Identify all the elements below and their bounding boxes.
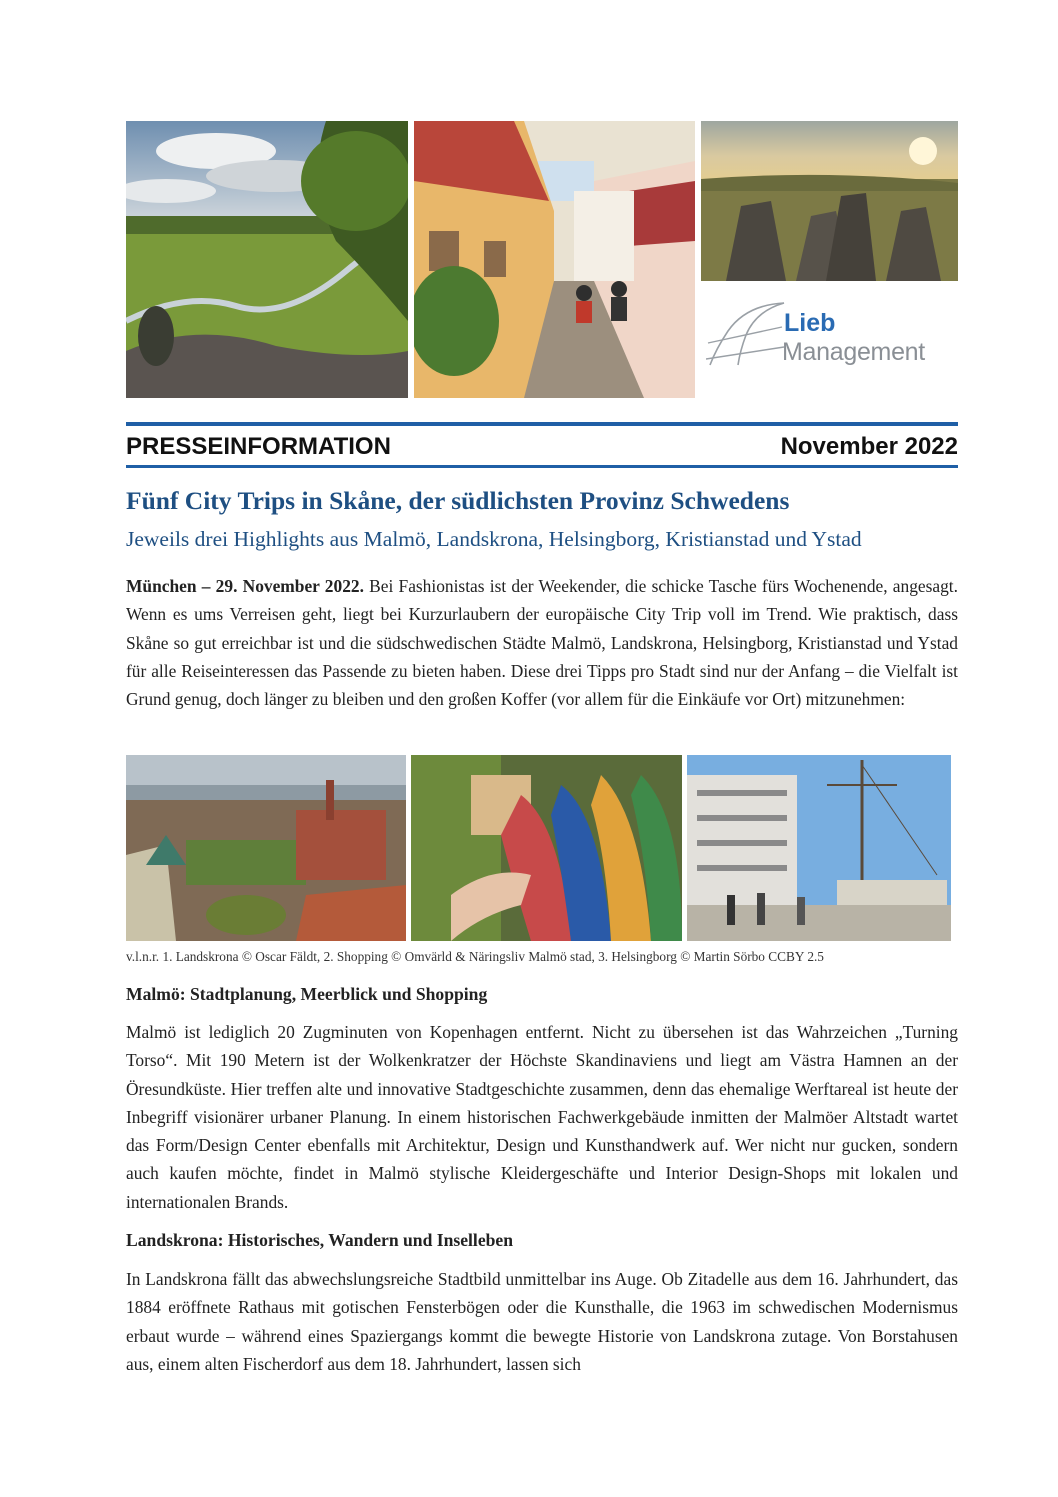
logo-word-management: Management (782, 338, 925, 366)
intro-dateline: München – 29. November 2022. (126, 576, 364, 596)
section-heading-malmoe: Malmö: Stadtplanung, Meerblick und Shopping (126, 984, 488, 1004)
photo-caption: v.l.n.r. 1. Landskrona © Oscar Fäldt, 2. Shopping © Omvärld & Näringsliv Malmö stad, 3. Helsingborg © Martin Sörbo CCBY 2.5 (126, 949, 824, 964)
section-text-malmoe: Malmö ist lediglich 20 Zugminuten von Kopenhagen entfernt. Nicht zu übersehen ist das Wahrzeichen „Turning Torso“. Mit 190 Metern ist der Wolkenkratzer der Höchste Skandinaviens und liegt am Västra Hamnen an der Öresundküste. Hier treffen alte und innovative Stadtgeschichte zusammen, denn das ehemalige Werftareal ist heute der Inbegriff visionärer urbaner Planung. In einem historischen Fachwerkgebäude inmitten der Malmöer Altstadt wartet das Form/Design Center ebenfalls mit Architektur, Design und Kunsthandwerk auf. Wer nicht nur gucken, sondern auch kaufen möchte, findet in Malmö stylische Kleidergeschäfte und Interior Design-Shops mit lokalen und internationalen Brands. (126, 1022, 958, 1212)
header-bottom-rule (126, 465, 958, 468)
section-heading-landskrona: Landskrona: Historisches, Wandern und Inselleben (126, 1230, 514, 1250)
press-label: PRESSEINFORMATION (126, 433, 391, 460)
press-date: November 2022 (780, 433, 958, 460)
article-title: Fünf City Trips in Skåne, der südlichsten Provinz Schwedens (126, 486, 790, 515)
helsingborg-harbour-photo (687, 755, 951, 941)
shopping-clothes-photo (411, 755, 682, 941)
section-text-landskrona: In Landskrona fällt das abwechslungsreiche Stadtbild unmittelbar ins Auge. Ob Zitadelle aus dem 16. Jahrhundert, das 1884 eröffnete Rathaus mit gotischen Fensterbögen oder die Kunsthalle, die 1963 im schwedischen Modernismus erbaut wurde – während eines Spaziergangs kommt die bewegte Historie von Landskrona zutage. Von Borstahusen aus, einem alten Fischerdorf aus dem 18. Jahrhundert, lassen sich (126, 1269, 958, 1374)
intro-paragraph (126, 572, 958, 713)
article-subtitle: Jeweils drei Highlights aus Malmö, Landskrona, Helsingborg, Kristianstad und Ystad (126, 527, 862, 551)
old-town-street-photo (414, 121, 695, 398)
press-header (126, 430, 958, 464)
lieb-management-logo-mark (706, 301, 786, 367)
stone-circle-sunset-photo (701, 121, 958, 281)
landscape-river-photo (126, 121, 408, 398)
logo-word-lieb: Lieb (784, 309, 836, 337)
landskrona-aerial-photo (126, 755, 406, 941)
intro-text: Bei Fashionistas ist der Weekender, die schicke Tasche fürs Wochenende, angesagt. Wenn es ums Verreisen geht, liegt bei Kurzurlaubern der europäische City Trip voll im Trend. Wie praktisch, dass Skåne so gut erreichbar ist und die südschwedischen Städte Malmö, Landskrona, Helsingborg, Kristianstad und Ystad für alle Reiseinteressen das Passende zu bieten haben. Diese drei Tipps pro Stadt sind nur der Anfang – die Vielfalt ist Grund genug, doch länger zu bleiben und den großen Koffer (vor allem für die Einkäufe vor Ort) mitzunehmen: (126, 576, 958, 710)
header-top-rule (126, 422, 958, 426)
